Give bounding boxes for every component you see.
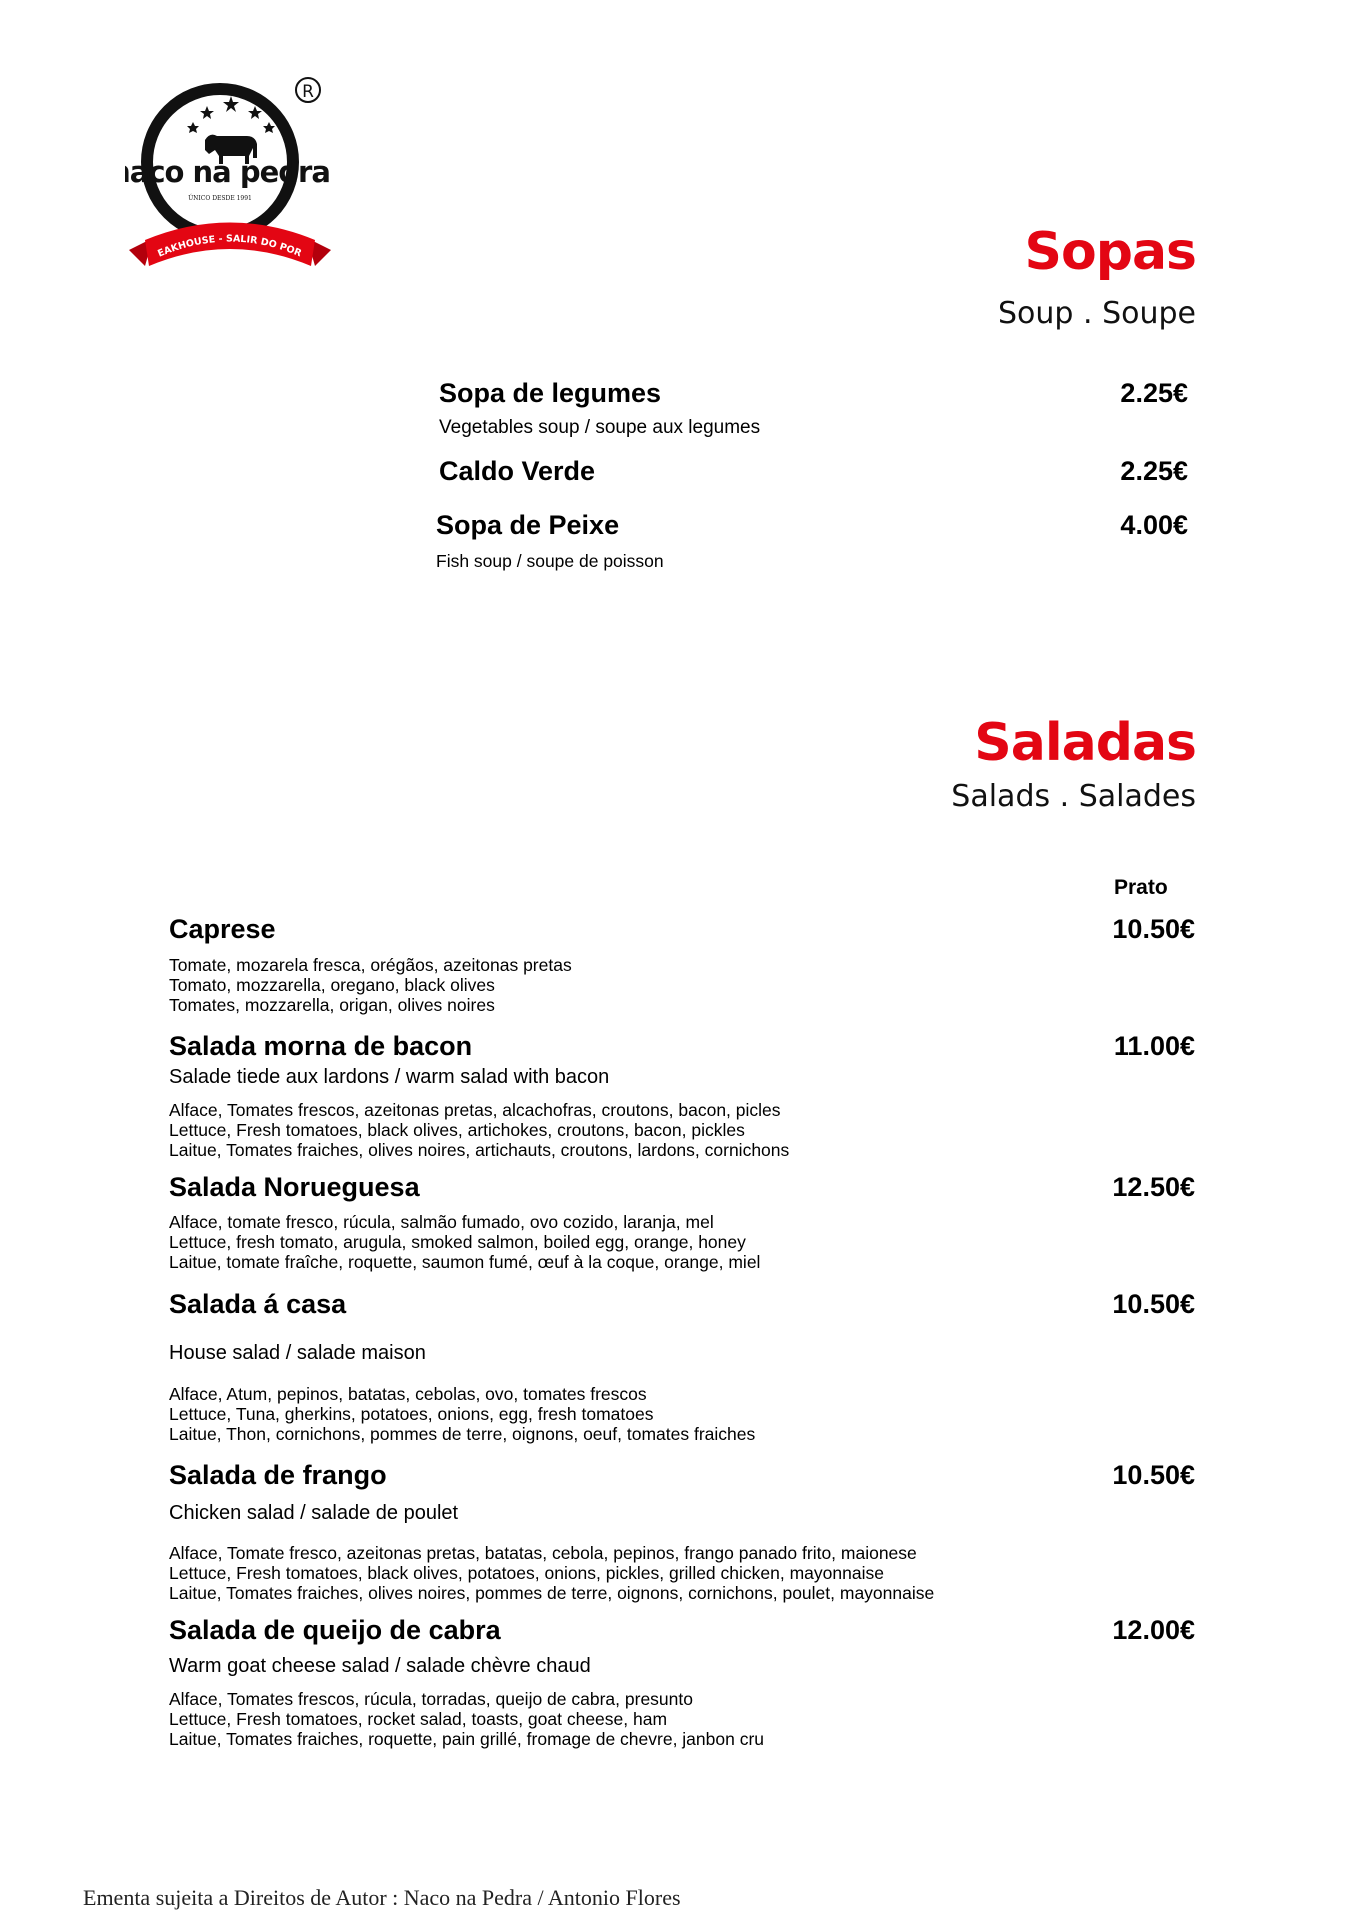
salad-item-price: 12.00€ [1112, 1615, 1195, 1645]
salad-item-price: 10.50€ [1112, 1460, 1195, 1490]
salad-item-description: Alface, tomate fresco, rúcula, salmão fumado, ovo cozido, laranja, mel Lettuce, fresh tomato, arugula, smoked salmon, boiled egg, orange, honey Laitue, tomate fraîche, roquette, saumon fumé, œuf à la coque, orange, miel [169, 1212, 761, 1272]
salad-item-price: 10.50€ [1112, 1289, 1195, 1319]
salad-item-sub: Chicken salad / salade de poulet [169, 1502, 459, 1524]
salad-item-name: Salada á casa [169, 1289, 347, 1319]
logo-brand-text: naco na pedra [125, 155, 330, 189]
salad-item-description: Alface, Tomates frescos, rúcula, torradas, queijo de cabra, presunto Lettuce, Fresh tomatoes, rocket salad, toasts, goat cheese, ham Laitue, Tomates fraiches, roquette, pain grillé, fromage de chevre, janbon cru [169, 1689, 765, 1749]
sopa-item-sub: Vegetables soup / soupe aux legumes [439, 417, 761, 438]
sopa-item-name: Sopa de legumes [439, 378, 662, 408]
salad-item-sub: House salad / salade maison [169, 1342, 426, 1364]
sopa-item-price: 4.00€ [1120, 510, 1188, 540]
svg-text:R: R [302, 82, 314, 102]
salad-item-description: Tomate, mozarela fresca, orégãos, azeitonas pretas Tomato, mozzarella, oregano, black olives Tomates, mozzarella, origan, olives noires [169, 955, 572, 1015]
sopa-item-price: 2.25€ [1120, 378, 1188, 408]
brand-logo-icon [125, 70, 340, 290]
copyright-footer: Ementa sujeita a Direitos de Autor : Naco na Pedra / Antonio Flores [83, 1885, 681, 1910]
sopa-item-price: 2.25€ [1120, 456, 1188, 486]
salad-item-price: 12.50€ [1112, 1172, 1195, 1202]
salad-item-name: Caprese [169, 914, 276, 944]
salad-item-description: Alface, Tomates frescos, azeitonas pretas, alcachofras, croutons, bacon, picles Lettuce, Fresh tomatoes, black olives, artichokes, croutons, bacon, pickles Laitue, Tomates fraiches, olives noires, artichauts, croutons, lardons, cornichons [169, 1100, 790, 1160]
logo-since-text: ÚNICO DESDE 1991 [188, 195, 252, 202]
saladas-subtitle: Salads . Salades [951, 779, 1196, 814]
logo-ribbon-text: EAKHOUSE - SALIR DO POR [156, 233, 303, 260]
salad-item-name: Salada Norueguesa [169, 1172, 420, 1202]
price-column-header: Prato [1114, 876, 1168, 899]
salad-item-name: Salada de frango [169, 1460, 387, 1490]
saladas-title: Saladas [974, 713, 1196, 773]
sopa-item-sub: Fish soup / soupe de poisson [436, 551, 664, 571]
brand-logo [125, 70, 340, 290]
salad-item-sub: Salade tiede aux lardons / warm salad with bacon [169, 1066, 610, 1088]
sopas-subtitle: Soup . Soupe [998, 296, 1196, 331]
salad-item-name: Salada morna de bacon [169, 1031, 473, 1061]
salad-item-sub: Warm goat cheese salad / salade chèvre chaud [169, 1655, 591, 1677]
salad-item-name: Salada de queijo de cabra [169, 1615, 501, 1645]
salad-item-price: 10.50€ [1112, 914, 1195, 944]
sopa-item-name: Caldo Verde [439, 456, 596, 486]
salad-item-price: 11.00€ [1113, 1031, 1195, 1061]
salad-item-description: Alface, Atum, pepinos, batatas, cebolas, ovo, tomates frescos Lettuce, Tuna, gherkins, potatoes, onions, egg, fresh tomatoes Laitue, Thon, cornichons, pommes de terre, oignons, oeuf, tomates fraiches [169, 1384, 756, 1444]
salad-item-description: Alface, Tomate fresco, azeitonas pretas, batatas, cebola, pepinos, frango panado frito, maionese Lettuce, Fresh tomatoes, black olives, potatoes, onions, pickles, grilled chicken, mayonnaise Laitue, Tomates fraiches, olives noires, pommes de terre, oignons, cornichons, poulet, mayonnaise [169, 1543, 935, 1603]
sopa-item-name: Sopa de Peixe [436, 510, 620, 540]
sopas-title: Sopas [1024, 222, 1196, 282]
